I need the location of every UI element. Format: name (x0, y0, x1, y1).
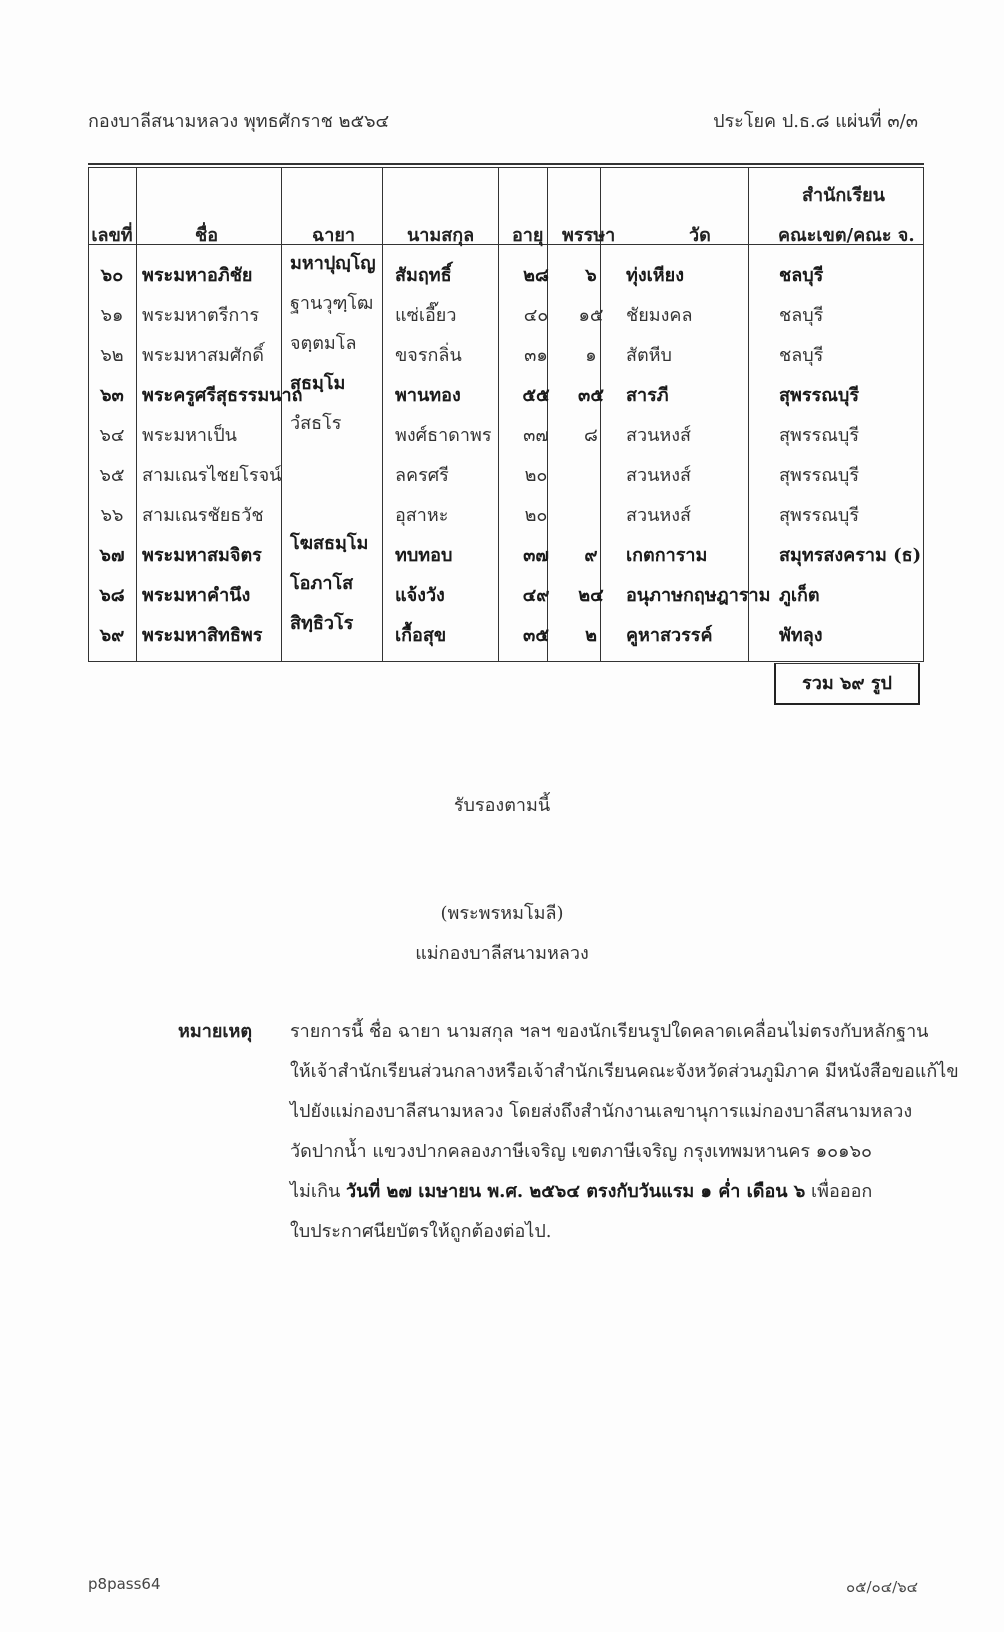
row-age: ๔๐ (523, 305, 549, 326)
row-no: ๖๙ (99, 625, 125, 646)
signer-title: แม่กองบาลีสนามหลวง (415, 943, 589, 964)
row-wat: คูหาสวรรค์ (626, 625, 713, 646)
row-age: ๓๕ (523, 625, 549, 646)
note-label: หมายเหตุ (178, 1021, 253, 1042)
col-header-chaya: ฉายา (312, 225, 356, 246)
col-header-vassa: พรรษา (562, 225, 616, 246)
signer-name: (พระพรหมโมลี) (440, 903, 564, 924)
row-chaya: มหาปุญฺโญ (290, 253, 376, 274)
row-wat: สวนหงส์ (626, 465, 692, 486)
row-vassa: ๒๔ (578, 585, 604, 606)
row-office: ภูเก็ต (779, 585, 820, 606)
row-wat: สวนหงส์ (626, 425, 692, 446)
footer-right: ๐๕/๐๔/๖๔ (846, 1578, 918, 1596)
row-no: ๖๑ (100, 305, 124, 326)
row-age: ๓๑ (524, 345, 548, 366)
row-surname: แจ้งวัง (395, 585, 445, 606)
row-office: สุพรรณบุรี (779, 385, 859, 406)
row-no: ๖๕ (99, 465, 125, 486)
row-no: ๖๐ (100, 265, 124, 286)
row-no: ๖๓ (100, 385, 124, 406)
row-name: พระมหาสมศักดิ์ (142, 345, 264, 366)
row-vassa: ๖ (585, 265, 597, 286)
col-header-name: ชื่อ (195, 225, 219, 246)
row-chaya: จตฺตมโล (290, 333, 357, 354)
row-no: ๖๒ (100, 345, 124, 366)
note-line-3: ไปยังแม่กองบาลีสนามหลวง โดยส่งถึงสำนักงานเลขานุการแม่กองบาลีสนามหลวง (290, 1101, 913, 1122)
note-line-5 (290, 1176, 872, 1205)
row-age: ๒๐ (524, 465, 548, 486)
row-office: สุพรรณบุรี (779, 425, 859, 446)
row-office: สุพรรณบุรี (779, 465, 859, 486)
col-header-surname: นามสกุล (407, 225, 475, 246)
row-name: พระครูศรีสุธรรมนาถ (142, 385, 303, 406)
row-name: สามเณรไชยโรจน์ (142, 465, 282, 486)
row-name: พระมหาคำนึง (142, 585, 251, 606)
row-office: ชลบุรี (779, 345, 824, 366)
row-age: ๓๗ (523, 545, 549, 566)
row-vassa: ๒ (585, 625, 597, 646)
row-name: พระมหาเป็น (142, 425, 237, 446)
row-surname: ลครศรี (395, 465, 449, 486)
row-vassa: ๘ (584, 425, 598, 446)
row-wat: ชัยมงคล (626, 305, 693, 326)
header-left: กองบาลีสนามหลวง พุทธศักราช ๒๕๖๔ (88, 111, 390, 132)
col-header-office-line2: คณะเขต/คณะ จ. (778, 225, 915, 246)
row-surname: ขจรกลิ่น (395, 345, 462, 366)
row-surname: พานทอง (395, 385, 461, 406)
row-wat: เกตการาม (626, 545, 708, 566)
row-name: พระมหาอภิชัย (142, 265, 253, 286)
row-wat: อนุภาษกฤษฎาราม (626, 585, 771, 606)
row-wat: สัตหีบ (626, 345, 672, 366)
row-surname: เกื้อสุข (395, 625, 447, 646)
row-vassa: ๑ (585, 345, 597, 366)
row-surname: ทบทอบ (395, 545, 453, 566)
row-name: พระมหาสมจิตร (142, 545, 262, 566)
row-wat: สารภี (626, 385, 669, 406)
row-age: ๕๕ (522, 385, 550, 406)
row-chaya: โฆสธมฺโม (290, 533, 369, 554)
row-age: ๔๙ (522, 585, 550, 606)
row-name: พระมหาตรีการ (142, 305, 260, 326)
header-right: ประโยค ป.ธ.๘ แผ่นที่ ๓/๓ (713, 111, 918, 132)
row-no: ๖๗ (99, 545, 125, 566)
row-no: ๖๖ (100, 505, 124, 526)
row-no: ๖๔ (99, 425, 125, 446)
row-age: ๓๗ (523, 425, 549, 446)
note-line-1: รายการนี้ ชื่อ ฉายา นามสกุล ฯลฯ ของนักเรียนรูปใดคลาดเคลื่อนไม่ตรงกับหลักฐาน (290, 1021, 929, 1042)
row-vassa: ๓๕ (578, 385, 604, 406)
row-office: สุพรรณบุรี (779, 505, 859, 526)
note-line-4: วัดปากน้ำ แขวงปากคลองภาษีเจริญ เขตภาษีเจริญ กรุงเทพมหานคร ๑๐๑๖๐ (290, 1141, 873, 1162)
col-header-wat: วัด (689, 225, 711, 246)
note-line-5-suffix: เพื่อออก (805, 1181, 873, 1202)
col-header-office-line1: สำนักเรียน (802, 185, 885, 206)
row-office: ชลบุรี (779, 265, 824, 286)
row-wat: สวนหงส์ (626, 505, 692, 526)
row-name: สามเณรชัยธวัช (142, 505, 264, 526)
row-vassa: ๑๕ (578, 305, 604, 326)
row-office: ชลบุรี (779, 305, 824, 326)
table-top-rule (88, 163, 924, 165)
row-chaya: โอภาโส (290, 573, 354, 594)
note-deadline: วันที่ ๒๗ เมษายน พ.ศ. ๒๕๖๔ ตรงกับวันแรม ๑ ค่ำ เดือน ๖ (346, 1181, 806, 1202)
footer-left: p8pass64 (88, 1575, 161, 1593)
row-office: สมุทรสงคราม (ธ) (779, 545, 922, 566)
note-line-6: ใบประกาศนียบัตรให้ถูกต้องต่อไป. (290, 1221, 552, 1242)
row-surname: สัมฤทธิ์ (395, 265, 452, 286)
row-office: พัทลุง (779, 625, 823, 646)
row-chaya: สุธมฺโม (290, 373, 346, 394)
certify-text: รับรองตามนี้ (453, 795, 551, 816)
row-chaya: วํสธโร (290, 413, 342, 434)
row-no: ๖๘ (99, 585, 125, 606)
row-chaya: สิทฺธิวโร (290, 613, 354, 634)
row-age: ๒๐ (524, 505, 548, 526)
row-name: พระมหาสิทธิพร (142, 625, 263, 646)
note-line-5-prefix: ไม่เกิน (290, 1181, 346, 1202)
row-surname: พงศ์ธาดาพร (395, 425, 492, 446)
col-header-no: เลขที่ (91, 225, 133, 246)
row-vassa: ๙ (584, 545, 598, 566)
row-chaya: ฐานวุฑฺโฒ (290, 293, 374, 314)
row-surname: แซ่เอี๊ยว (395, 305, 457, 326)
col-header-age: อายุ (512, 225, 544, 246)
total-count-box: รวม ๖๙ รูป (774, 663, 920, 705)
row-age: ๒๘ (523, 265, 549, 286)
row-wat: ทุ่งเหียง (626, 265, 685, 286)
row-surname: อุสาหะ (395, 505, 449, 526)
note-line-2: ให้เจ้าสำนักเรียนส่วนกลางหรือเจ้าสำนักเรียนคณะจังหวัดส่วนภูมิภาค มีหนังสือขอแก้ไข (290, 1061, 959, 1082)
